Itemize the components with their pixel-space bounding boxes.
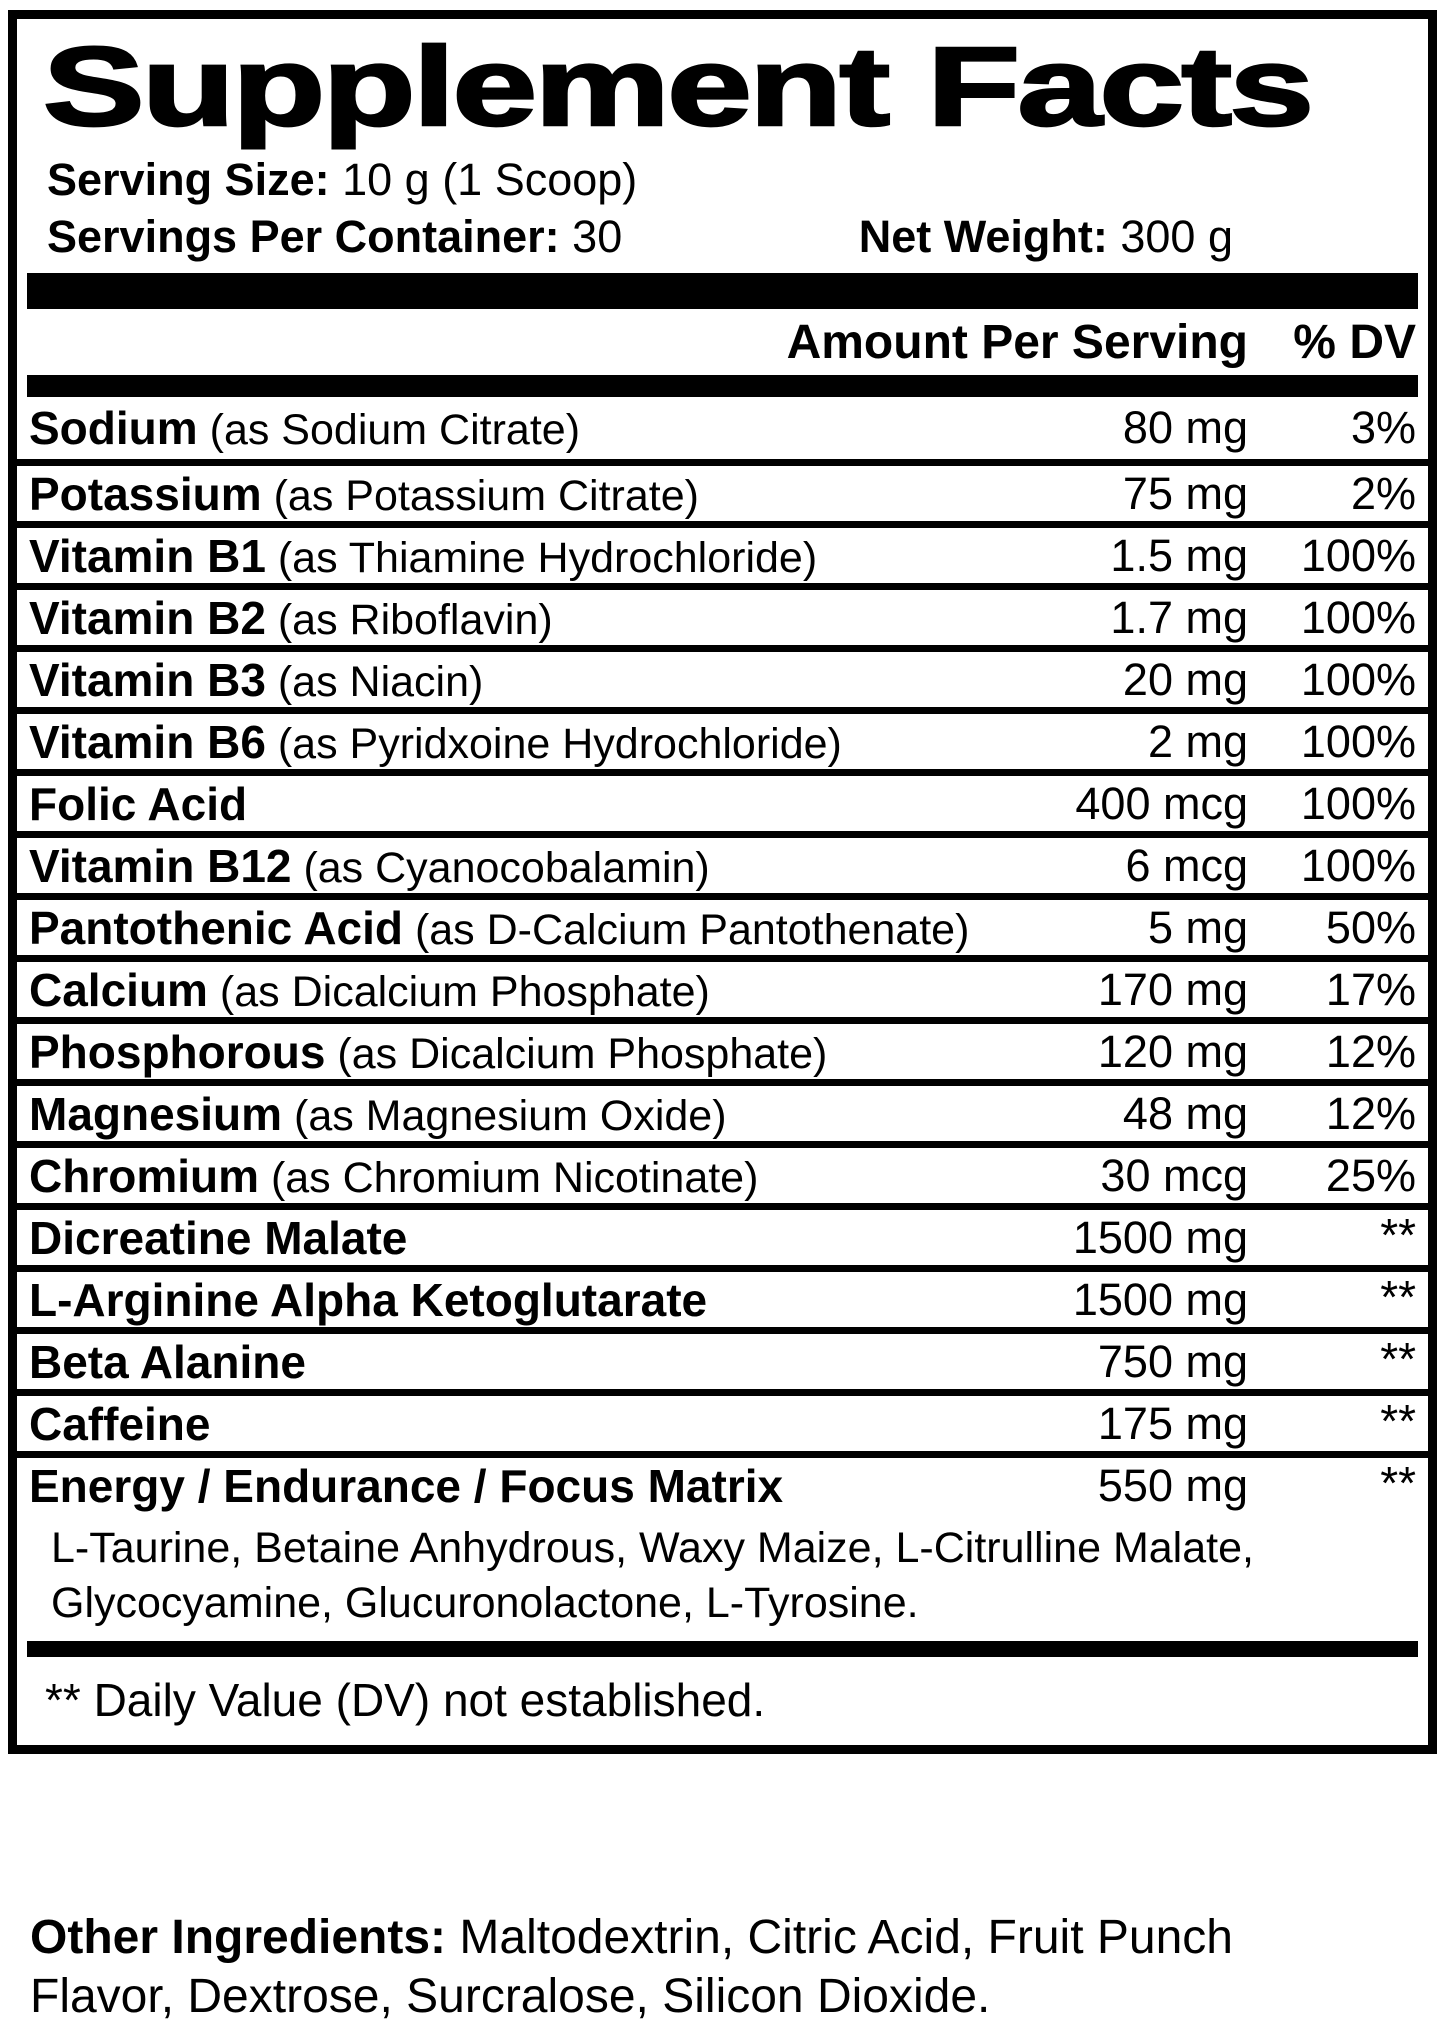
nutrient-name: Chromium	[29, 1149, 259, 1202]
table-row	[17, 1141, 1428, 1203]
nutrient-name: Vitamin B6	[29, 715, 266, 768]
nutrient-name: Magnesium	[29, 1087, 283, 1140]
serving-size-value: 10 g (1 Scoop)	[342, 154, 638, 205]
nutrient-dv: 12%	[1325, 1087, 1416, 1139]
nutrient-desc: (as Thiamine Hydrochloride)	[277, 533, 818, 582]
nutrient-amount: 400 mcg	[1075, 777, 1248, 829]
nutrient-dv: **	[1380, 1271, 1416, 1323]
nutrient-dv: 100%	[1300, 529, 1416, 581]
table-row	[17, 955, 1428, 1017]
nutrient-desc: (as Niacin)	[277, 657, 484, 706]
net-weight-label: Net Weight:	[858, 211, 1108, 262]
nutrient-dv: 17%	[1325, 963, 1416, 1015]
nutrient-amount: 5 mg	[1147, 901, 1248, 953]
nutrient-amount: 1500 mg	[1072, 1273, 1248, 1325]
nutrient-dv: 100%	[1300, 591, 1416, 643]
matrix-ingredients-line1: L-Taurine, Betaine Anhydrous, Waxy Maize, L-Citrulline Malate,	[51, 1524, 1254, 1572]
servings-per-container-label: Servings Per Container:	[47, 211, 560, 262]
serving-size-label: Serving Size:	[47, 154, 330, 205]
serving-info	[47, 151, 1414, 265]
nutrient-amount: 1500 mg	[1072, 1211, 1248, 1263]
table-row	[17, 893, 1428, 955]
nutrient-desc: (as Potassium Citrate)	[273, 471, 699, 520]
nutrient-desc: (as Chromium Nicotinate)	[270, 1153, 759, 1202]
nutrient-amount: 175 mg	[1097, 1397, 1248, 1449]
matrix-ingredients-line2: Glycocyamine, Glucuronolactone, L-Tyrosine.	[51, 1579, 919, 1627]
nutrient-name: Folic Acid	[29, 777, 248, 830]
nutrient-dv: 25%	[1325, 1149, 1416, 1201]
nutrient-name: Beta Alanine	[29, 1335, 306, 1388]
nutrient-name: Vitamin B2	[29, 591, 266, 644]
nutrient-amount: 6 mcg	[1125, 839, 1248, 891]
nutrient-desc: (as Sodium Citrate)	[209, 406, 581, 454]
table-row	[17, 1203, 1428, 1265]
nutrient-amount: 120 mg	[1097, 1025, 1248, 1077]
percent-dv-header: % DV	[1293, 315, 1416, 369]
table-row	[17, 1265, 1428, 1327]
nutrient-desc: (as Cyanocobalamin)	[303, 843, 710, 892]
table-row	[17, 831, 1428, 893]
matrix-ingredient-list	[17, 1513, 1428, 1641]
servings-per-container	[47, 208, 622, 265]
nutrient-rows	[17, 397, 1428, 1513]
facts-panel	[8, 10, 1437, 1754]
nutrient-name: Dicreatine Malate	[29, 1211, 408, 1264]
nutrient-dv: 2%	[1350, 467, 1416, 519]
table-row	[17, 1017, 1428, 1079]
table-row	[17, 1451, 1428, 1513]
servings-netweight-line	[47, 208, 1414, 265]
serving-size-line	[47, 151, 1414, 208]
nutrient-name: Calcium	[29, 963, 208, 1016]
nutrient-amount: 750 mg	[1097, 1335, 1248, 1387]
nutrient-name: Potassium	[29, 467, 262, 520]
nutrient-desc: (as Dicalcium Phosphate)	[337, 1029, 828, 1078]
nutrient-name: L-Arginine Alpha Ketoglutarate	[29, 1273, 708, 1326]
nutrient-amount: 80 mg	[1122, 402, 1248, 453]
nutrient-name: Energy / Endurance / Focus Matrix	[29, 1459, 784, 1512]
nutrient-dv: **	[1380, 1395, 1416, 1447]
other-ingredients-text1: Maltodextrin, Citric Acid, Fruit Punch	[459, 1911, 1233, 1964]
divider-bar-header	[27, 375, 1418, 397]
nutrient-amount: 170 mg	[1097, 963, 1248, 1015]
other-ingredients-label: Other Ingredients:	[30, 1911, 447, 1964]
table-row	[17, 1079, 1428, 1141]
table-row	[17, 583, 1428, 645]
nutrient-dv: 50%	[1325, 901, 1416, 953]
divider-bar-top	[27, 273, 1418, 309]
nutrient-desc: (as D-Calcium Pantothenate)	[414, 905, 970, 954]
nutrient-name: Pantothenic Acid	[29, 901, 403, 954]
nutrient-dv: 12%	[1325, 1025, 1416, 1077]
nutrient-dv: 100%	[1300, 839, 1416, 891]
nutrient-dv: 100%	[1300, 777, 1416, 829]
nutrient-amount: 48 mg	[1122, 1087, 1248, 1139]
servings-per-container-value: 30	[572, 211, 623, 262]
nutrient-dv: 100%	[1300, 715, 1416, 767]
nutrient-name: Caffeine	[29, 1397, 211, 1450]
nutrient-name: Phosphorous	[29, 1025, 326, 1078]
nutrient-desc: (as Riboflavin)	[277, 595, 553, 644]
other-ingredients-line1	[30, 1908, 1420, 1967]
dv-footnote: ** Daily Value (DV) not established.	[45, 1674, 766, 1726]
table-row	[17, 1389, 1428, 1451]
table-row	[17, 769, 1428, 831]
table-row	[17, 397, 1428, 459]
nutrient-dv: **	[1380, 1333, 1416, 1385]
nutrient-amount: 75 mg	[1122, 467, 1248, 519]
nutrient-amount: 550 mg	[1097, 1459, 1248, 1511]
nutrient-name: Vitamin B12	[29, 839, 292, 892]
nutrient-desc: (as Pyridxoine Hydrochloride)	[277, 719, 842, 768]
nutrient-amount: 1.7 mg	[1110, 591, 1248, 643]
table-row	[17, 1327, 1428, 1389]
nutrient-amount: 1.5 mg	[1110, 529, 1248, 581]
other-ingredients-line2: Flavor, Dextrose, Surcralose, Silicon Dioxide.	[30, 1970, 991, 2020]
nutrient-name: Sodium	[29, 402, 198, 454]
nutrient-dv: 3%	[1350, 402, 1416, 453]
panel-title: Supplement Facts	[43, 24, 1312, 149]
nutrient-desc: (as Magnesium Oxide)	[294, 1091, 727, 1140]
nutrient-amount: 30 mcg	[1100, 1149, 1248, 1201]
nutrient-amount: 2 mg	[1147, 715, 1248, 767]
nutrient-name: Vitamin B1	[29, 529, 266, 582]
nutrient-dv: **	[1380, 1209, 1416, 1261]
net-weight-value: 300 g	[1120, 211, 1233, 262]
table-row	[17, 521, 1428, 583]
net-weight	[859, 208, 1233, 265]
nutrient-amount: 20 mg	[1122, 653, 1248, 705]
other-ingredients	[30, 1908, 1420, 2020]
table-row	[17, 459, 1428, 521]
amount-per-serving-header: Amount Per Serving	[786, 315, 1248, 369]
nutrient-desc: (as Dicalcium Phosphate)	[219, 967, 710, 1016]
nutrient-name: Vitamin B3	[29, 653, 266, 706]
nutrient-dv: **	[1380, 1457, 1416, 1509]
nutrient-dv: 100%	[1300, 653, 1416, 705]
table-row	[17, 645, 1428, 707]
divider-bar-footnote	[27, 1641, 1418, 1657]
table-row	[17, 707, 1428, 769]
column-header-row	[17, 309, 1428, 375]
